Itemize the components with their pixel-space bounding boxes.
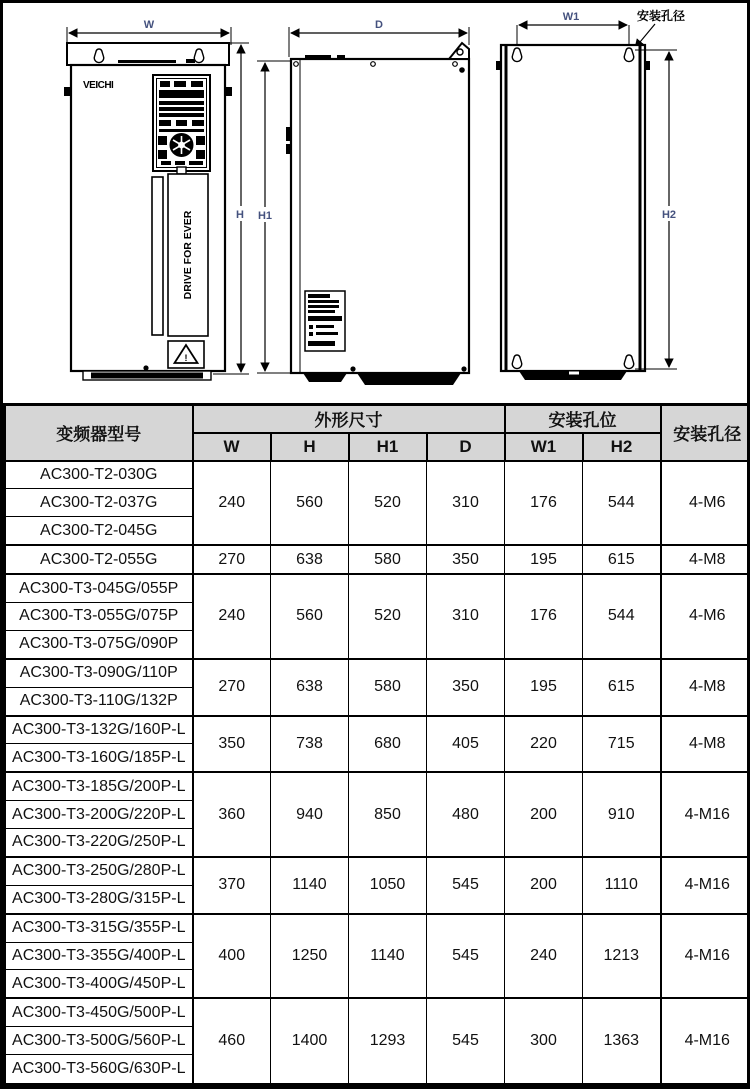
dim-h1-cell: 1293 <box>349 998 427 1086</box>
hanging-hole-icon <box>194 49 203 63</box>
model-cell: AC300-T3-200G/220P-L <box>5 801 193 829</box>
dim-h1-cell: 520 <box>349 574 427 659</box>
brand-logo: VEICHI <box>83 80 114 91</box>
dim-hole-cell: 4-M8 <box>661 659 750 716</box>
dim-hole-cell: 4-M16 <box>661 772 750 857</box>
dim-d-cell: 480 <box>427 772 505 857</box>
dim-w-cell: 270 <box>193 659 271 716</box>
dim-hole-cell: 4-M8 <box>661 716 750 773</box>
header-model: 变频器型号 <box>5 405 193 461</box>
model-cell: AC300-T3-090G/110P <box>5 659 193 687</box>
header-w1: W1 <box>505 433 583 461</box>
dim-d-cell: 405 <box>427 716 505 773</box>
dim-h1-cell: 850 <box>349 772 427 857</box>
dim-h-cell: 1400 <box>271 998 349 1086</box>
model-cell: AC300-T2-045G <box>5 517 193 545</box>
mounting-hole-icon <box>512 48 521 62</box>
model-cell: AC300-T3-355G/400P-L <box>5 942 193 970</box>
dim-h2-cell: 615 <box>583 659 661 716</box>
header-h1: H1 <box>349 433 427 461</box>
dim-h1-cell: 1140 <box>349 914 427 999</box>
dim-w1 <box>517 11 629 47</box>
dim-h-cell: 638 <box>271 659 349 716</box>
dim-d-cell: 350 <box>427 659 505 716</box>
table-row <box>5 461 750 489</box>
dim-h-cell: 560 <box>271 461 349 546</box>
dim-w1-cell: 240 <box>505 914 583 999</box>
dim-d-cell: 545 <box>427 857 505 914</box>
model-cell: AC300-T2-030G <box>5 461 193 489</box>
model-cell: AC300-T3-315G/355P-L <box>5 914 193 942</box>
model-cell: AC300-T3-075G/090P <box>5 630 193 658</box>
dim-h-cell: 1250 <box>271 914 349 999</box>
dim-w1-cell: 176 <box>505 461 583 546</box>
table-row <box>5 574 750 602</box>
front-view <box>64 19 249 380</box>
keypad <box>153 75 210 174</box>
dim-w1-cell: 220 <box>505 716 583 773</box>
nameplate-label <box>305 291 345 351</box>
dim-h-cell: 1140 <box>271 857 349 914</box>
hole-diameter-label: 安装孔径 <box>637 9 686 23</box>
dim-h2-label: H2 <box>661 209 677 221</box>
header-hole-diameter: 安装孔径 <box>661 405 750 461</box>
dim-w1-cell: 300 <box>505 998 583 1086</box>
slogan-text: DRIVE FOR EVER <box>182 210 194 300</box>
dim-w-cell: 400 <box>193 914 271 999</box>
dimension-drawing <box>3 3 750 403</box>
mounting-hole-icon <box>624 355 633 369</box>
dim-d-cell: 545 <box>427 998 505 1086</box>
header-d: D <box>427 433 505 461</box>
spec-table-header <box>5 405 750 461</box>
dim-d-cell: 350 <box>427 545 505 574</box>
dim-d-cell: 310 <box>427 461 505 546</box>
model-cell: AC300-T3-185G/200P-L <box>5 772 193 800</box>
hole-diameter-callout <box>635 8 685 48</box>
svg-text:!: ! <box>184 353 188 363</box>
spec-table <box>3 403 750 1089</box>
dim-h-cell: 638 <box>271 545 349 574</box>
model-cell: AC300-T3-500G/560P-L <box>5 1027 193 1055</box>
model-cell: AC300-T2-037G <box>5 489 193 517</box>
dim-w-cell: 240 <box>193 461 271 546</box>
dim-h2-cell: 544 <box>583 574 661 659</box>
dim-w1-cell: 195 <box>505 545 583 574</box>
dim-h2-cell: 1213 <box>583 914 661 999</box>
dim-hole-cell: 4-M16 <box>661 914 750 999</box>
dim-hole-cell: 4-M6 <box>661 574 750 659</box>
table-row <box>5 772 750 800</box>
dim-h1 <box>255 61 293 373</box>
table-row <box>5 914 750 942</box>
dim-w1-label: W1 <box>562 11 580 23</box>
hanging-hole-icon <box>94 49 103 63</box>
table-row <box>5 716 750 744</box>
table-row <box>5 659 750 687</box>
model-cell: AC300-T3-055G/075P <box>5 603 193 631</box>
mounting-hole-icon <box>512 355 521 369</box>
dim-h2-cell: 1363 <box>583 998 661 1086</box>
spec-table-body <box>5 461 750 1087</box>
narrow-panel <box>152 177 163 335</box>
dim-d <box>289 19 469 57</box>
dim-w1-cell: 200 <box>505 772 583 857</box>
dim-hole-cell: 4-M6 <box>661 461 750 546</box>
model-cell: AC300-T3-280G/315P-L <box>5 885 193 913</box>
dim-hole-cell: 4-M16 <box>661 857 750 914</box>
header-w: W <box>193 433 271 461</box>
dim-w <box>67 19 231 45</box>
dim-w1-cell: 200 <box>505 857 583 914</box>
dim-h1-cell: 520 <box>349 461 427 546</box>
table-row <box>5 998 750 1026</box>
dim-w-cell: 270 <box>193 545 271 574</box>
dim-w-cell: 360 <box>193 772 271 857</box>
dim-hole-cell: 4-M8 <box>661 545 750 574</box>
dim-h2-cell: 910 <box>583 772 661 857</box>
dim-h2-cell: 544 <box>583 461 661 546</box>
dim-hole-cell: 4-M16 <box>661 998 750 1086</box>
dim-w1-cell: 176 <box>505 574 583 659</box>
dim-w1-cell: 195 <box>505 659 583 716</box>
dim-h1-cell: 580 <box>349 659 427 716</box>
table-row <box>5 857 750 885</box>
dim-h2-cell: 615 <box>583 545 661 574</box>
dim-h1-cell: 680 <box>349 716 427 773</box>
rear-body <box>501 45 645 371</box>
dim-h-cell: 940 <box>271 772 349 857</box>
model-cell: AC300-T3-560G/630P-L <box>5 1054 193 1086</box>
dim-h-label: H <box>236 209 244 221</box>
dim-d-label: D <box>375 19 383 31</box>
dim-h-cell: 560 <box>271 574 349 659</box>
header-mounting-group: 安装孔位 <box>505 405 661 433</box>
dim-h1-cell: 580 <box>349 545 427 574</box>
dim-w-cell: 460 <box>193 998 271 1086</box>
side-view <box>255 19 469 385</box>
model-cell: AC300-T3-250G/280P-L <box>5 857 193 885</box>
model-cell: AC300-T3-045G/055P <box>5 574 193 602</box>
dim-d-cell: 545 <box>427 914 505 999</box>
model-cell: AC300-T3-220G/250P-L <box>5 829 193 857</box>
header-dimensions-group: 外形尺寸 <box>193 405 505 433</box>
model-cell: AC300-T3-400G/450P-L <box>5 970 193 998</box>
dim-w-cell: 240 <box>193 574 271 659</box>
header-h2: H2 <box>583 433 661 461</box>
dim-d-cell: 310 <box>427 574 505 659</box>
model-cell: AC300-T2-055G <box>5 545 193 574</box>
dim-h-cell: 738 <box>271 716 349 773</box>
dim-w-cell: 350 <box>193 716 271 773</box>
dim-w-cell: 370 <box>193 857 271 914</box>
model-cell: AC300-T3-160G/185P-L <box>5 744 193 772</box>
dim-h2-cell: 715 <box>583 716 661 773</box>
dim-h1-label: H1 <box>257 210 273 222</box>
model-cell: AC300-T3-132G/160P-L <box>5 716 193 744</box>
warning-label <box>168 341 204 368</box>
dim-w-label: W <box>143 19 155 31</box>
model-cell: AC300-T3-450G/500P-L <box>5 998 193 1026</box>
dim-h1-cell: 1050 <box>349 857 427 914</box>
model-cell: AC300-T3-110G/132P <box>5 687 193 715</box>
table-row <box>5 545 750 574</box>
dim-h2-cell: 1110 <box>583 857 661 914</box>
rear-view <box>496 8 685 380</box>
mounting-hole-icon <box>624 48 633 62</box>
header-h: H <box>271 433 349 461</box>
